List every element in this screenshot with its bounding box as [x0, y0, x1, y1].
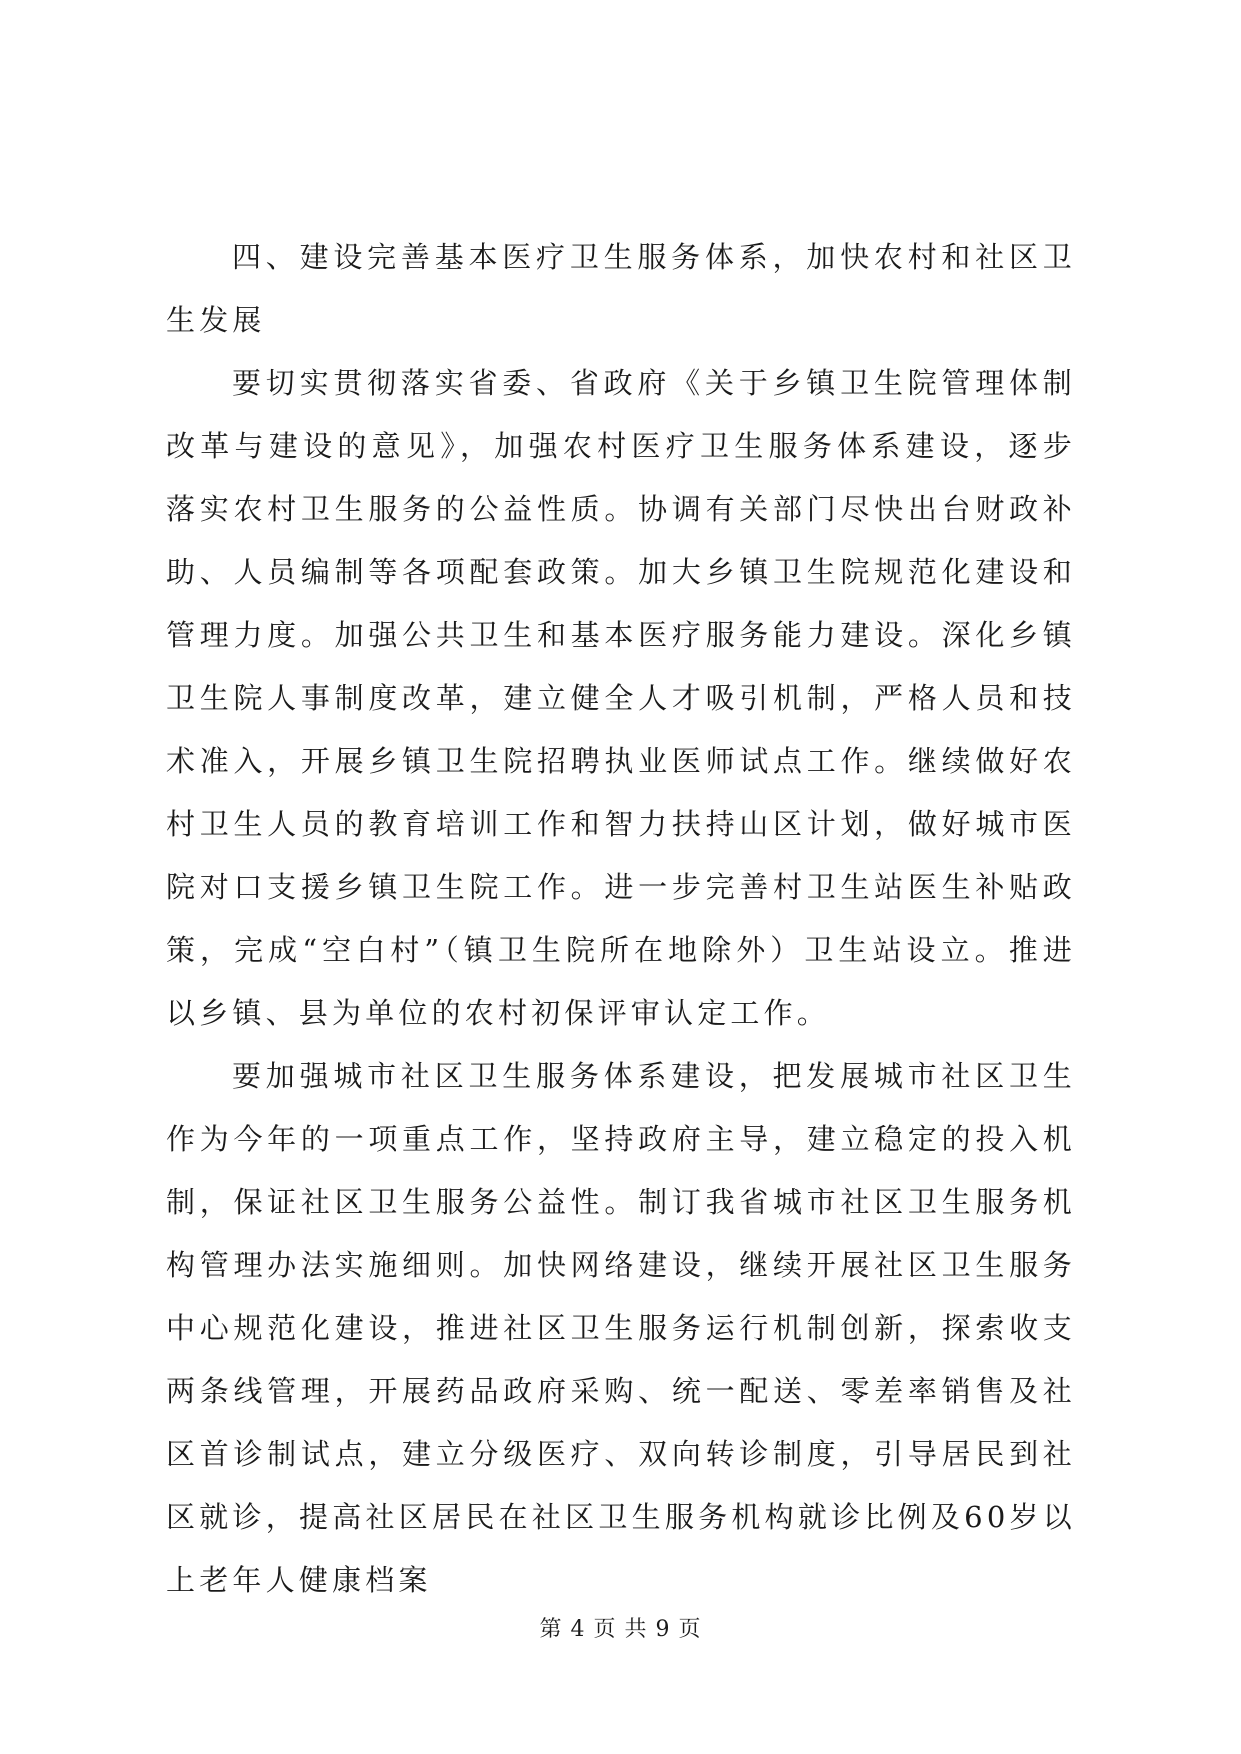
section-heading: 四、建设完善基本医疗卫生服务体系，加快农村和社区卫生发展	[166, 240, 1076, 337]
paragraph-community-health: 要加强城市社区卫生服务体系建设，把发展城市社区卫生作为今年的一项重点工作，坚持政府主导，建立稳定的投入机制，保证社区卫生服务公益性。制订我省城市社区卫生服务机构管理办法实施细则。加快网络建设，继续开展社区卫生服务中心规范化建设，推进社区卫生服务运行机制创新，探索收支两条线管理，开展药品政府采购、统一配送、零差率销售及社区首诊制试点，建立分级医疗、双向转诊制度，引导居民到社区就诊，提高社区居民在社区卫生服务机构就诊比例及60岁以上老年人健康档案	[166, 1059, 1076, 1597]
paragraph-rural-health: 要切实贯彻落实省委、省政府《关于乡镇卫生院管理体制改革与建设的意见》，加强农村医疗卫生服务体系建设，逐步落实农村卫生服务的公益性质。协调有关部门尽快出台财政补助、人员编制等各项配套政策。加大乡镇卫生院规范化建设和管理力度。加强公共卫生和基本医疗服务能力建设。深化乡镇卫生院人事制度改革，建立健全人才吸引机制，严格人员和技术准入，开展乡镇卫生院招聘执业医师试点工作。继续做好农村卫生人员的教育培训工作和智力扶持山区计划，做好城市医院对口支援乡镇卫生院工作。进一步完善村卫生站医生补贴政策，完成“空白村”（镇卫生院所在地除外）卫生站设立。推进以乡镇、县为单位的农村初保评审认定工作。	[166, 366, 1076, 1030]
document-body	[166, 226, 1076, 1612]
page-number-footer: 第 4 页 共 9 页	[539, 1617, 702, 1642]
